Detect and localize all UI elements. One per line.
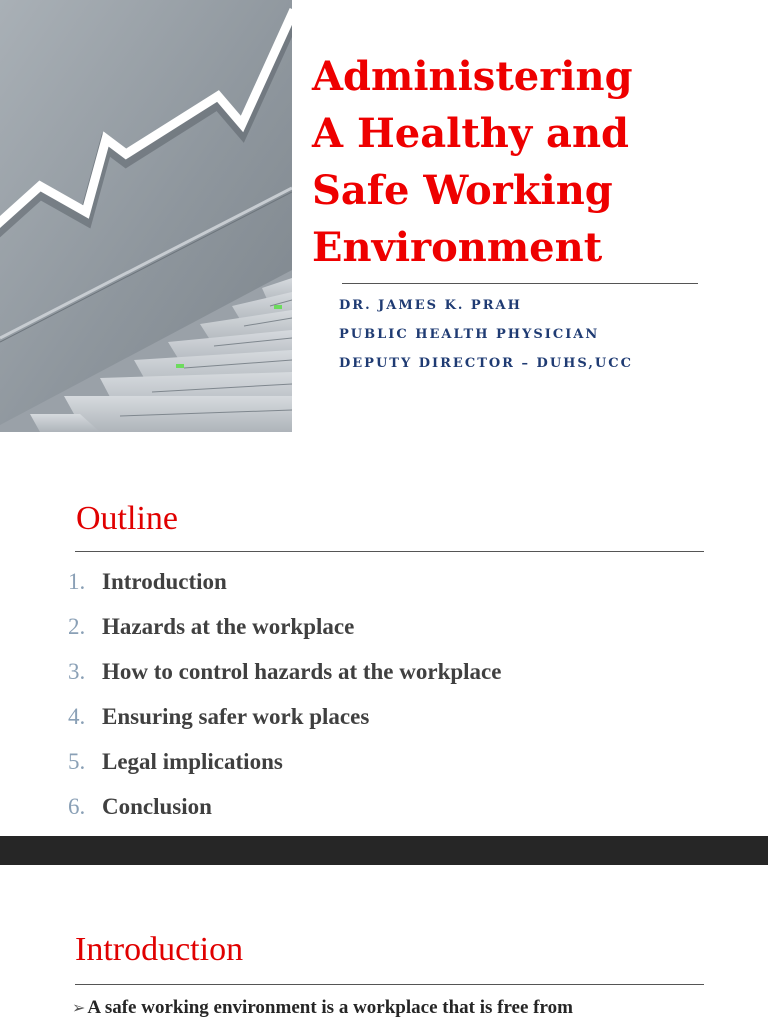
outline-divider xyxy=(75,551,704,552)
presenter-position: DEPUTY DIRECTOR – DUHS,UCC xyxy=(339,356,633,371)
item-number: 5. xyxy=(68,748,86,774)
title-line: A Healthy and xyxy=(312,110,630,157)
presentation-title xyxy=(312,48,752,276)
presenter-name: DR. JAMES K. PRAH xyxy=(339,298,522,313)
item-number: 1. xyxy=(68,568,86,594)
outline-item xyxy=(68,694,501,739)
item-number: 4. xyxy=(68,703,86,729)
item-number: 2. xyxy=(68,613,86,639)
item-number: 3. xyxy=(68,658,86,684)
presenter-role: PUBLIC HEALTH PHYSICIAN xyxy=(339,327,600,342)
arrow-bullet-icon: ➢ xyxy=(72,1000,86,1017)
introduction-bullet xyxy=(72,995,573,1022)
item-text: Conclusion xyxy=(102,793,212,819)
item-number: 6. xyxy=(68,793,86,819)
item-text: Ensuring safer work places xyxy=(102,703,370,729)
outline-item xyxy=(68,739,501,784)
item-text: Legal implications xyxy=(102,748,283,774)
outline-list xyxy=(68,559,501,829)
outline-item xyxy=(68,649,501,694)
title-line: Safe Working xyxy=(312,167,613,214)
outline-item xyxy=(68,604,501,649)
item-text: Introduction xyxy=(102,568,227,594)
title-line: Administering xyxy=(312,53,633,100)
slide-separator-band xyxy=(0,836,768,865)
introduction-slide xyxy=(0,865,768,1024)
outline-item xyxy=(68,784,501,829)
title-divider xyxy=(342,283,698,284)
title-slide xyxy=(0,0,768,432)
staircase-graph-image xyxy=(0,0,292,432)
outline-title: Outline xyxy=(76,500,178,537)
presenter-info xyxy=(339,294,633,381)
outline-slide xyxy=(0,450,768,836)
outline-item xyxy=(68,559,501,604)
item-text: Hazards at the workplace xyxy=(102,613,355,639)
introduction-title: Introduction xyxy=(75,931,244,968)
title-line: Environment xyxy=(312,224,603,271)
slide-gap xyxy=(0,432,768,450)
bullet-text: A safe working environment is a workplace that is free from xyxy=(87,997,573,1018)
item-text: How to control hazards at the workplace xyxy=(102,658,502,684)
introduction-divider xyxy=(75,984,704,985)
